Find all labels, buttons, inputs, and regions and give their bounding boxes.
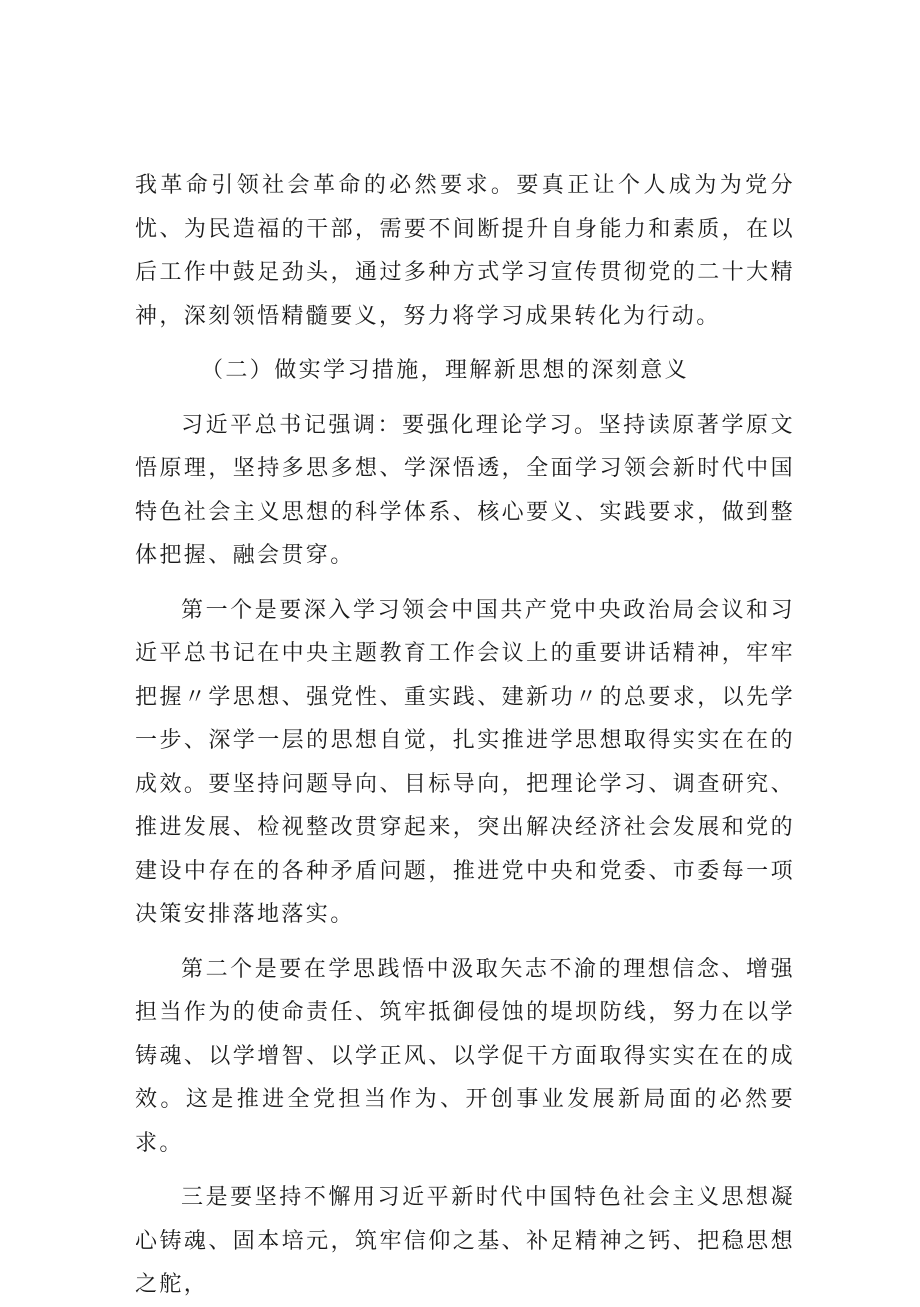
section-heading: （二）做实学习措施，理解新思想的深刻意义 [201, 358, 690, 383]
paragraph-second-point: 第二个是要在学思践悟中汲取矢志不渝的理想信念、增强担当作为的使命责任、筑牢抵御侵蚀的堤坝防线，努力在以学铸魂、以学增智、以学正风、以学促干方面取得实实在在的成效。这是推进全党担当作为、开创事业发展新局面的必然要求。 [135, 956, 795, 1156]
document-body [135, 164, 795, 1307]
paragraph-third-point: 三是要坚持不懈用习近平新时代中国特色社会主义思想凝心铸魂、固本培元，筑牢信仰之基、补足精神之钙、把稳思想之舵， [135, 1185, 795, 1297]
paragraph-theory-study: 习近平总书记强调：要强化理论学习。坚持读原著学原文悟原理，坚持多思多想、学深悟透，全面学习领会新时代中国特色社会主义思想的科学体系、核心要义、实践要求，做到整体把握、融会贯穿。 [135, 412, 795, 568]
paragraph-first-point: 第一个是要深入学习领会中国共产党中央政治局会议和习近平总书记在中央主题教育工作会议上的重要讲话精神，牢牢把握〃学思想、强党性、重实践、建新功〃的总要求，以先学一步、深学一层的思想自觉，扎实推进学思想取得实实在在的成效。要坚持问题导向、目标导向，把理论学习、调查研究、推进发展、检视整改贯穿起来，突出解决经济社会发展和党的建设中存在的各种矛盾问题，推进党中央和党委、市委每一项决策安排落地落实。 [135, 597, 795, 927]
paragraph-continuation: 我革命引领社会革命的必然要求。要真正让个人成为为党分忧、为民造福的干部，需要不间断提升自身能力和素质，在以后工作中鼓足劲头，通过多种方式学习宣传贯彻党的二十大精神，深刻领悟精髓要义，努力将学习成果转化为行动。 [135, 173, 795, 329]
